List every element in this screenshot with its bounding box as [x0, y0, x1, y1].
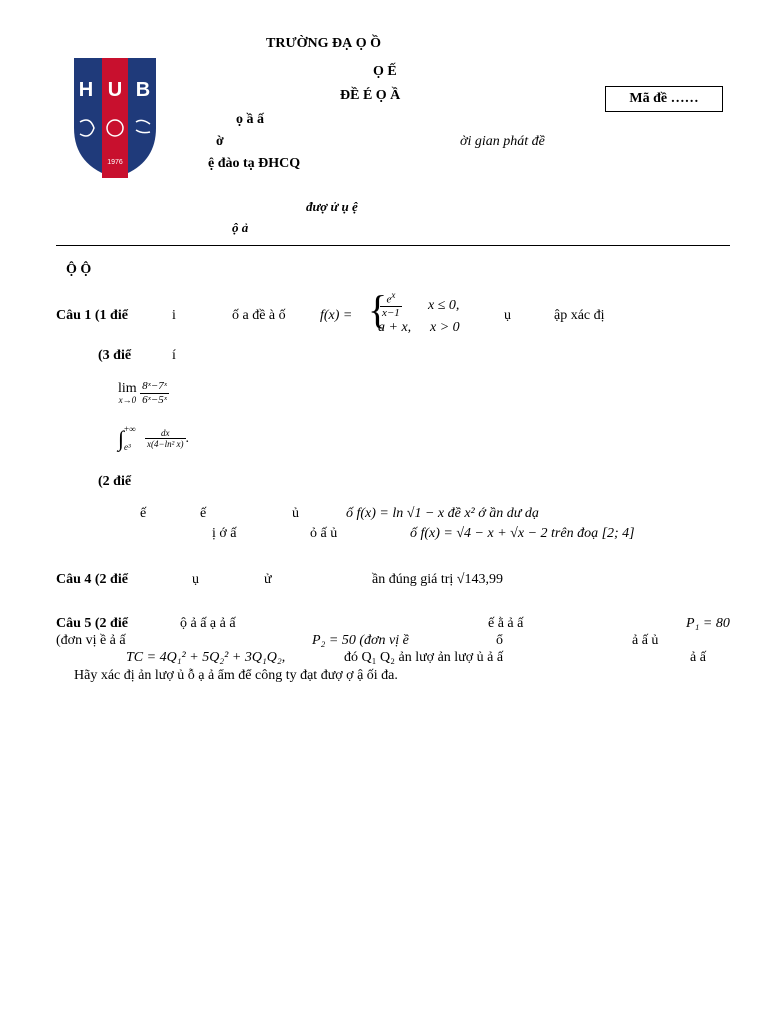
q4-text-2: ử: [264, 572, 272, 587]
q1-case2-cond: x > 0: [430, 320, 460, 335]
q2-limit: [118, 380, 169, 406]
q2-int-upper: +∞: [124, 424, 136, 434]
section-heading: Ộ Ộ: [66, 262, 92, 277]
q2-int-lower: e³: [124, 441, 131, 452]
q2-lim-sub: x→0: [118, 394, 137, 405]
school-name: TRƯỜNG ĐẠ Ọ Ồ: [266, 36, 381, 51]
q3-l2-a: ị ớ ấ: [212, 526, 237, 541]
q3-l1-b: ế: [200, 506, 207, 521]
header-line-2: Ọ Ế: [373, 64, 397, 79]
logo-letter-u: U: [107, 79, 123, 101]
logo-letter-h: H: [78, 79, 94, 101]
q2-label: (3 điể: [98, 348, 132, 363]
q5-instruction: Hãy xác đị ản lượ ủ ỗ ạ ả ẩm để công ty đạt đượ ợ ậ ối đa.: [74, 668, 398, 683]
q3-l1-a: ế: [140, 506, 147, 521]
logo-letter-b: B: [135, 79, 151, 101]
q4-text-1: ụ: [192, 572, 199, 587]
q2-lim-word: lim: [118, 381, 137, 397]
q3-l1-d: ố f(x) = ln √1 − x đề x² ớ ần dư dạ: [346, 506, 539, 521]
q1-case1-num: e: [386, 293, 392, 306]
q1-case1-exp: x: [391, 290, 396, 300]
school-logo: [72, 56, 158, 180]
q1-text-4: ập xác đị: [554, 308, 605, 323]
q1-case1-den: x−1: [382, 307, 400, 320]
q5-l2-end: ả ấ ủ: [632, 633, 659, 648]
note-line-1: đượ ử ụ ệ: [306, 199, 358, 214]
q1-brace: {: [368, 287, 388, 332]
q2-int-den: x(4−ln² x): [147, 439, 184, 450]
q1-text-1: i: [172, 308, 176, 323]
q2-lim-num: 8ˣ−7ˣ: [142, 380, 167, 392]
header-line-4: ọ ầ ấ: [236, 112, 264, 127]
q3-l2-b: ỏ ấ ủ: [310, 526, 338, 541]
q4-text-3: ần đúng giá trị √143,99: [372, 572, 503, 587]
q1-case1-cond: x ≤ 0,: [428, 298, 460, 313]
q1-text-3: ụ: [504, 308, 511, 323]
q2-integral: ∫ +∞ e³ $\frac{dx}{\text{x(4−ln² x)}}$ .: [118, 424, 190, 452]
q5-l1-mid: ộ ả ấ ạ ả ấ: [180, 616, 236, 631]
exam-time-note: ời gian phát đề: [460, 134, 545, 149]
q5-l1-mid2: ế ằ ả ấ: [488, 616, 524, 631]
exam-title: ĐỀ É Ọ Ầ: [340, 88, 401, 103]
q5-price-2: P₂ = 50 (đơn vị ề: [312, 633, 409, 648]
header-line-5: ờ: [216, 134, 224, 149]
q1-label: Câu 1 (1 điể: [56, 308, 128, 323]
q5-price-1: P₁ = 80: [686, 616, 730, 631]
q2-int-num: dx: [145, 428, 186, 439]
q2-lim-den: 6ˣ−5ˣ: [142, 393, 167, 406]
q5-l3-mid: đó Q₁ Q₂ ản lượ ản lượ ủ ả ấ: [344, 650, 504, 665]
q2-int-end: .: [185, 430, 190, 446]
q5-cost-function: TC = 4Q₁² + 5Q₂² + 3Q₁Q₂,: [126, 650, 286, 665]
logo-year: 1976: [107, 159, 123, 166]
note-line-2: ộ ả: [232, 220, 249, 235]
q1-case2: a + x,: [378, 320, 412, 335]
q3-label: (2 điể: [98, 474, 132, 489]
exam-code-box: Mã đề ……: [605, 86, 723, 112]
q5-label: Câu 5 (2 điể: [56, 616, 128, 631]
q1-function: f(x) =: [320, 308, 353, 323]
header-divider: [56, 245, 730, 246]
q1-text-2: ố a đề à ố: [232, 308, 286, 323]
q4-label: Câu 4 (2 điể: [56, 572, 128, 587]
training-system: ệ đào tạ ĐHCQ: [208, 156, 301, 171]
q3-l2-c: ố f(x) = √4 − x + √x − 2 trên đoạ [2; 4]: [410, 526, 635, 541]
q5-l3-end: ả ấ: [690, 650, 706, 665]
q5-l2-mid2: ổ: [496, 633, 503, 648]
q5-l2-start: (đơn vị ề ả ấ: [56, 633, 126, 648]
q2-text-1: í: [172, 348, 176, 363]
q3-l1-c: ủ: [292, 506, 299, 521]
q1-case1-expr: [380, 290, 402, 320]
